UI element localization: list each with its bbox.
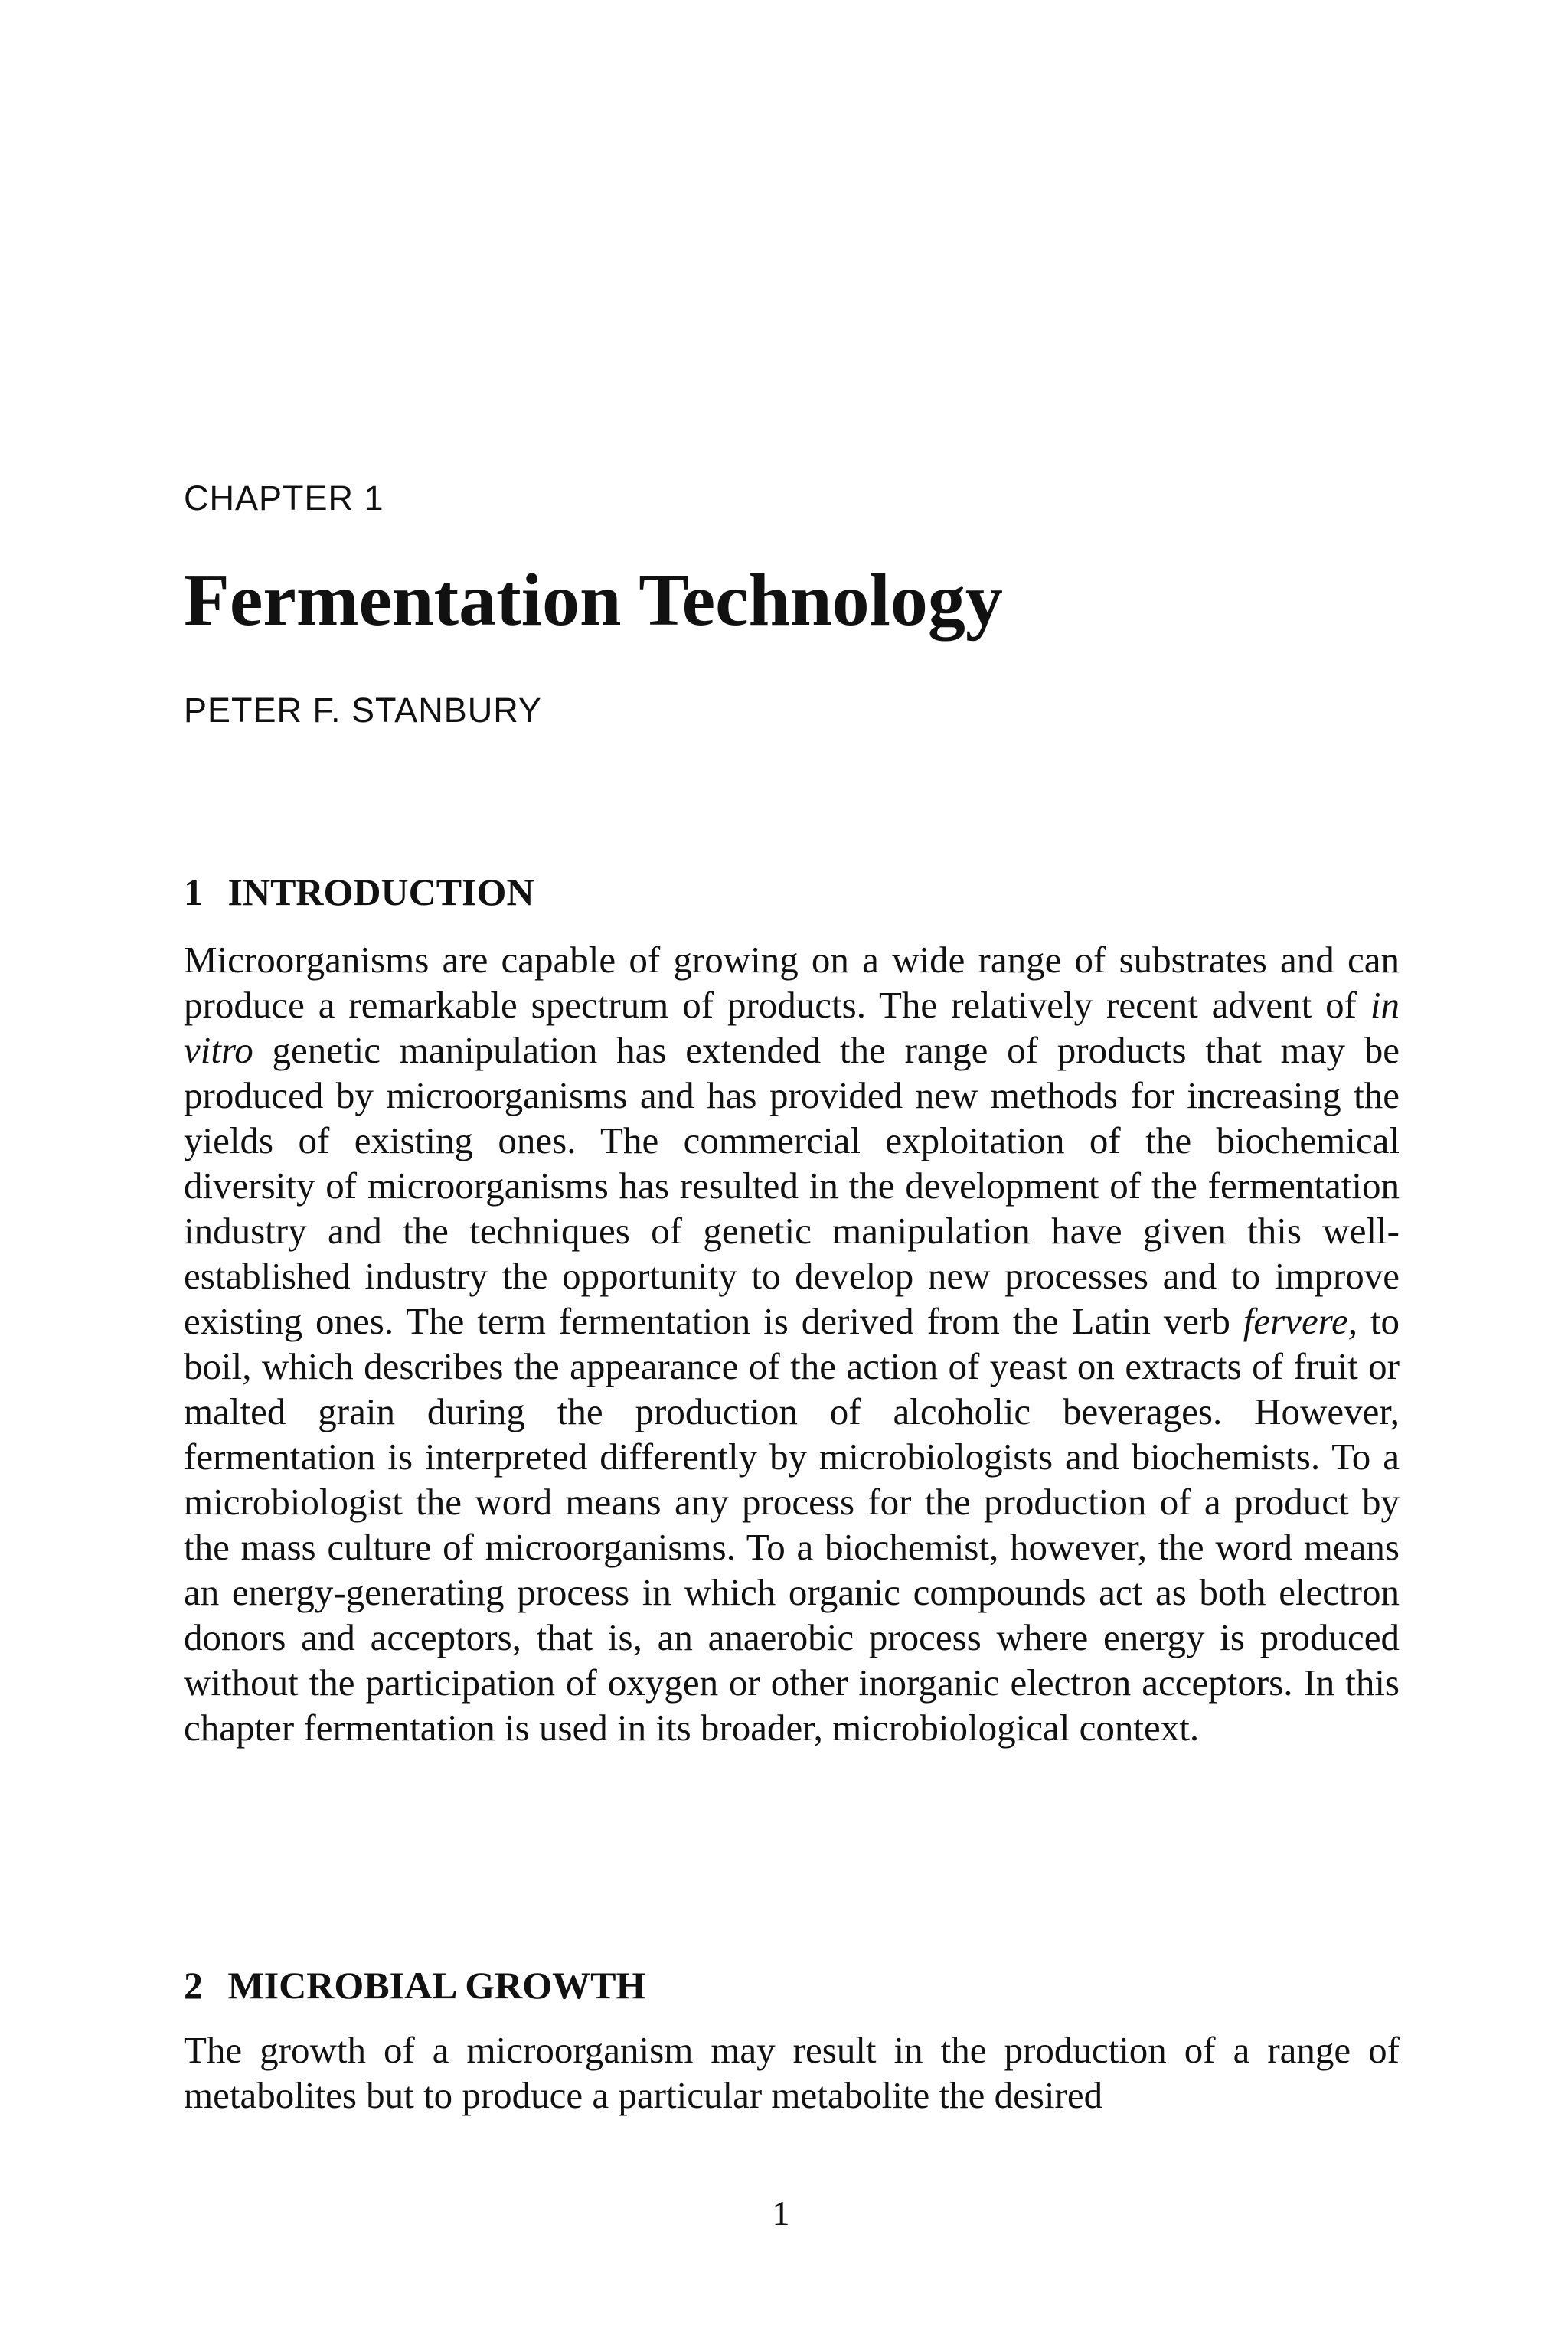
page-number: 1 — [772, 2194, 790, 2233]
paragraph-text: The growth of a microorganism may result in the production of a range of metabolites but to produce a particular metabolite the desired — [184, 2029, 1400, 2116]
italic-term: in vitro — [184, 984, 1400, 1071]
paragraph-text: genetic manipulation has extended the range of products that may be produced by microorganisms and has provided new methods for increasing the yields of existing ones. The commercial exploitation of the biochemical diversity of microorganisms has resulted in the development of the fermentation industry and the techniques of genetic manipulation have given this well-established industry the opportunity to develop new processes and to improve existing ones. The term fermentation is derived from the Latin verb — [184, 1029, 1400, 1342]
italic-term: fervere, — [1243, 1300, 1357, 1342]
paragraph-text: Microorganisms are capable of growing on a wide range of substrates and can produce a remarkable spectrum of products. The relatively recent advent of — [184, 939, 1400, 1026]
chapter-label: CHAPTER 1 — [184, 479, 384, 518]
section-title: INTRODUCTION — [227, 871, 534, 913]
microbial-growth-paragraph — [184, 2027, 1400, 2118]
section-title: MICROBIAL GROWTH — [227, 1964, 646, 2007]
introduction-paragraph — [184, 937, 1400, 1750]
section-number: 2 — [184, 1964, 203, 2007]
chapter-author: PETER F. STANBURY — [184, 691, 542, 730]
paragraph-text: to boil, which describes the appearance of the action of yeast on extracts of fruit or malted grain during the production of alcoholic beverages. However, fermentation is interpreted differently by microbiologists and biochemists. To a microbiologist the word means any process for the production of a product by the mass culture of microorganisms. To a biochemist, however, the word means an energy-generating process in which organic compounds act as both electron donors and acceptors, that is, an anaerobic process where energy is produced without the participation of oxygen or other inorganic electron acceptors. In this chapter fermentation is used in its broader, microbiological context. — [184, 1300, 1400, 1749]
section-heading-introduction — [184, 873, 534, 911]
chapter-title: Fermentation Technology — [184, 559, 1003, 642]
section-number: 1 — [184, 871, 203, 913]
section-heading-microbial-growth — [184, 1964, 646, 2007]
